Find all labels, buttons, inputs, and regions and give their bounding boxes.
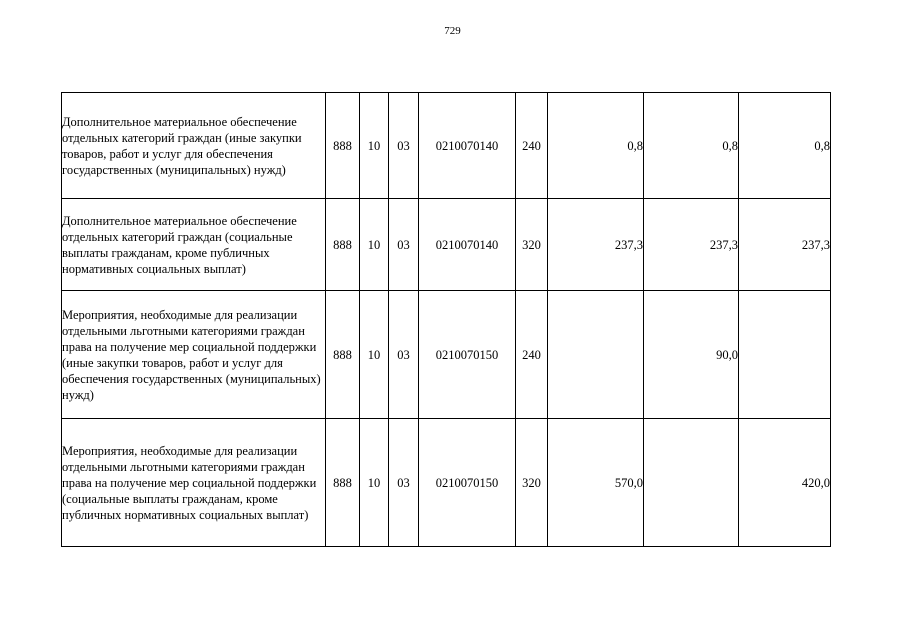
ministry-code: 888	[326, 93, 360, 199]
table-row	[62, 291, 831, 419]
section-code: 10	[360, 419, 389, 547]
amount-cell-3: 420,0	[739, 419, 831, 547]
ministry-code: 888	[326, 419, 360, 547]
section-code: 10	[360, 93, 389, 199]
expense-type-code: 240	[516, 291, 548, 419]
page-number: 729	[444, 25, 461, 37]
ministry-code: 888	[326, 199, 360, 291]
target-article-code: 0210070150	[419, 419, 516, 547]
row-description: Мероприятия, необходимые для реализации отдельными льготными категориями граждан права на получение мер социальной поддержки (социальные выплаты гражданам, кроме публичных нормативных социальных выплат)	[62, 419, 326, 547]
subsection-code: 03	[389, 419, 419, 547]
section-code: 10	[360, 291, 389, 419]
amount-cell-3	[739, 291, 831, 419]
target-article-code: 0210070150	[419, 291, 516, 419]
expense-type-code: 320	[516, 419, 548, 547]
expense-type-code: 320	[516, 199, 548, 291]
budget-table	[61, 92, 831, 547]
amount-cell-2: 237,3	[644, 199, 739, 291]
subsection-code: 03	[389, 199, 419, 291]
row-description: Дополнительное материальное обеспечение отдельных категорий граждан (иные закупки товаров, работ и услуг для обеспечения государственных (муниципальных) нужд)	[62, 93, 326, 199]
amount-cell-1: 237,3	[548, 199, 644, 291]
target-article-code: 0210070140	[419, 93, 516, 199]
table-row	[62, 199, 831, 291]
target-article-code: 0210070140	[419, 199, 516, 291]
amount-cell-3: 237,3	[739, 199, 831, 291]
amount-cell-2: 0,8	[644, 93, 739, 199]
expense-type-code: 240	[516, 93, 548, 199]
amount-cell-2: 90,0	[644, 291, 739, 419]
ministry-code: 888	[326, 291, 360, 419]
row-description: Мероприятия, необходимые для реализации отдельными льготными категориями граждан права на получение мер социальной поддержки (иные закупки товаров, работ и услуг для обеспечения государственных (муниципальных) нужд)	[62, 291, 326, 419]
amount-cell-1	[548, 291, 644, 419]
amount-cell-1: 0,8	[548, 93, 644, 199]
table-row	[62, 419, 831, 547]
amount-cell-2	[644, 419, 739, 547]
subsection-code: 03	[389, 93, 419, 199]
row-description: Дополнительное материальное обеспечение отдельных категорий граждан (социальные выплаты гражданам, кроме публичных нормативных социальных выплат)	[62, 199, 326, 291]
section-code: 10	[360, 199, 389, 291]
table-row	[62, 93, 831, 199]
subsection-code: 03	[389, 291, 419, 419]
amount-cell-3: 0,8	[739, 93, 831, 199]
amount-cell-1: 570,0	[548, 419, 644, 547]
